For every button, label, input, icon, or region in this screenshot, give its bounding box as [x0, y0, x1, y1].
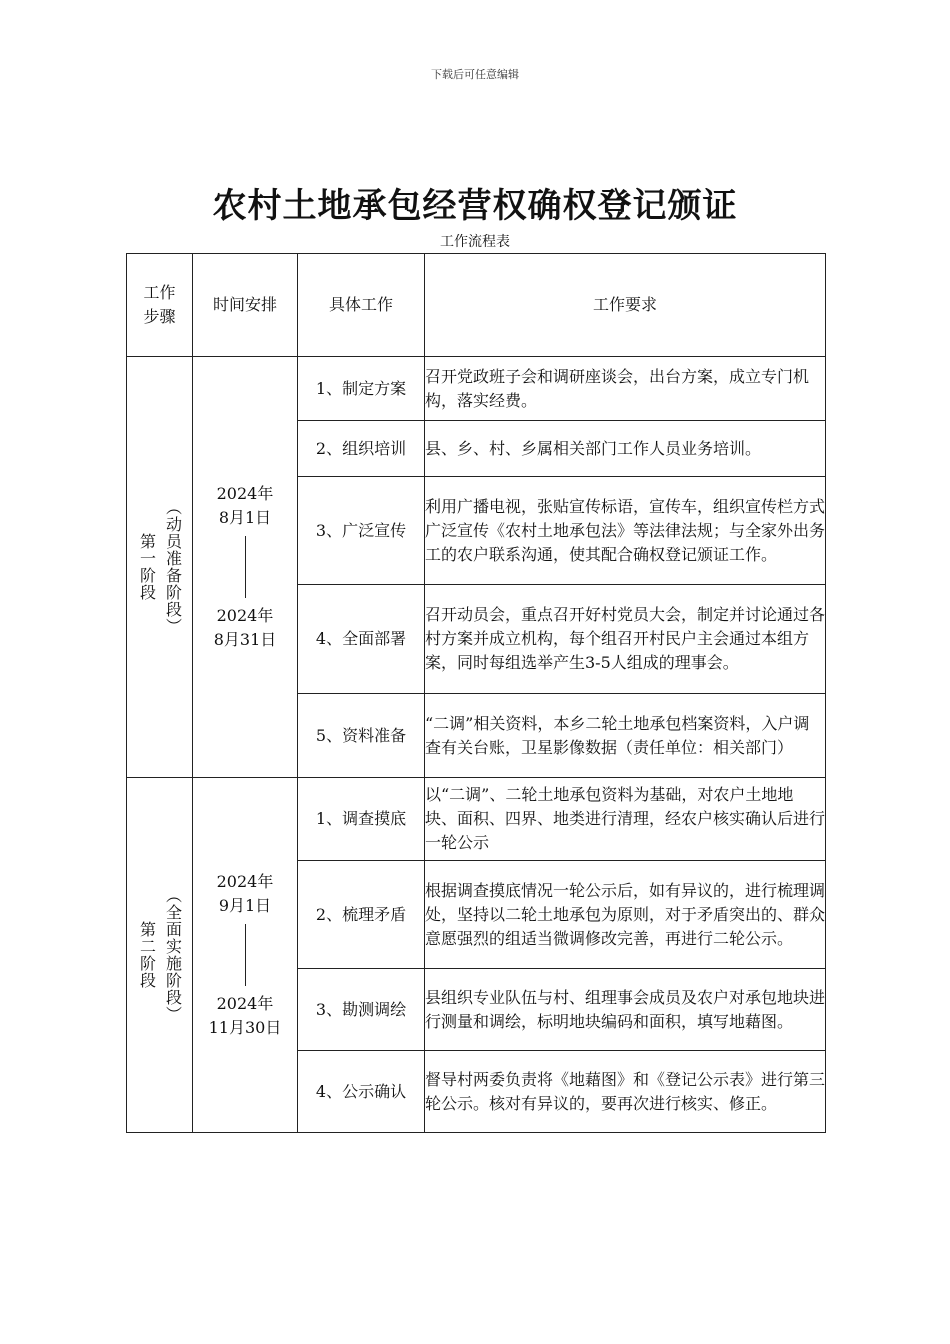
- requirement-cell: 县组织专业队伍与村、组理事会成员及农户对承包地块进行测量和调绘，标明地块编码和面积，填写地藉图。: [425, 969, 826, 1051]
- time-cell: [193, 357, 298, 778]
- table-header-row: [127, 254, 826, 357]
- requirement-cell: 根据调查摸底情况一轮公示后，如有异议的，进行梳理调处，坚持以二轮土地承包为原则，对于矛盾突出的、群众意愿强烈的组适当微调修改完善，再进行二轮公示。: [425, 861, 826, 969]
- stage-cell: [127, 778, 193, 1133]
- task-cell: 4、全面部署: [298, 585, 425, 694]
- stage-name: 第一阶段: [137, 533, 157, 601]
- task-cell: 3、勘测调绘: [298, 969, 425, 1051]
- requirement-cell: “二调”相关资料，本乡二轮土地承包档案资料，入户调查有关台账，卫星影像数据（责任单位：相关部门）: [425, 694, 826, 778]
- task-cell: 5、资料准备: [298, 694, 425, 778]
- requirement-cell: 督导村两委负责将《地藉图》和《登记公示表》进行第三轮公示。核对有异议的，要再次进行核实、修正。: [425, 1051, 826, 1133]
- task-cell: 2、组织培训: [298, 421, 425, 477]
- stage-cell: [127, 357, 193, 778]
- task-cell: 3、广泛宣传: [298, 477, 425, 585]
- requirement-cell: 利用广播电视，张贴宣传标语，宣传车，组织宣传栏方式广泛宣传《农村土地承包法》等法律法规；与全家外出务工的农户联系沟通，使其配合确权登记颁证工作。: [425, 477, 826, 585]
- requirement-cell: 以“二调”、二轮土地承包资料为基础，对农户土地地块、面积、四界、地类进行清理，经农户核实确认后进行一轮公示: [425, 778, 826, 861]
- header-task: 具体工作: [298, 254, 425, 357]
- stage-subtitle: （全面实施阶段）: [163, 887, 183, 1023]
- time-start-year: 2024年: [216, 484, 274, 503]
- task-cell: 2、梳理矛盾: [298, 861, 425, 969]
- time-start-date: 9月1日: [218, 896, 272, 915]
- stage-subtitle: （动员准备阶段）: [163, 499, 183, 635]
- requirement-cell: 县、乡、村、乡属相关部门工作人员业务培训。: [425, 421, 826, 477]
- header-time: 时间安排: [193, 254, 298, 357]
- table-row: [127, 778, 826, 861]
- task-cell: 1、调查摸底: [298, 778, 425, 861]
- header-note: 下载后可任意编辑: [431, 68, 519, 81]
- document-title: 农村土地承包经营权确权登记颁证: [212, 186, 738, 226]
- stage-name: 第二阶段: [137, 921, 157, 989]
- requirement-cell: 召开动员会，重点召开好村党员大会，制定并讨论通过各村方案并成立机构，每个组召开村民户主会通过本组方案，同时每组选举产生3-5人组成的理事会。: [425, 585, 826, 694]
- document-subtitle: 工作流程表: [440, 234, 510, 250]
- task-cell: 1、制定方案: [298, 357, 425, 421]
- header-requirement: 工作要求: [425, 254, 826, 357]
- time-range-line: [245, 536, 246, 598]
- time-range-line: [245, 924, 246, 986]
- workflow-table: [126, 253, 826, 1133]
- requirement-cell: 召开党政班子会和调研座谈会，出台方案，成立专门机构，落实经费。: [425, 357, 826, 421]
- task-cell: 4、公示确认: [298, 1051, 425, 1133]
- header-step: 工作步骤: [127, 254, 193, 357]
- time-end-year: 2024年: [216, 994, 274, 1013]
- time-end-year: 2024年: [216, 606, 274, 625]
- time-start-year: 2024年: [216, 872, 274, 891]
- table-row: [127, 357, 826, 421]
- time-start-date: 8月1日: [218, 508, 272, 527]
- time-end-date: 8月31日: [213, 630, 277, 649]
- time-cell: [193, 778, 298, 1133]
- time-end-date: 11月30日: [208, 1018, 282, 1037]
